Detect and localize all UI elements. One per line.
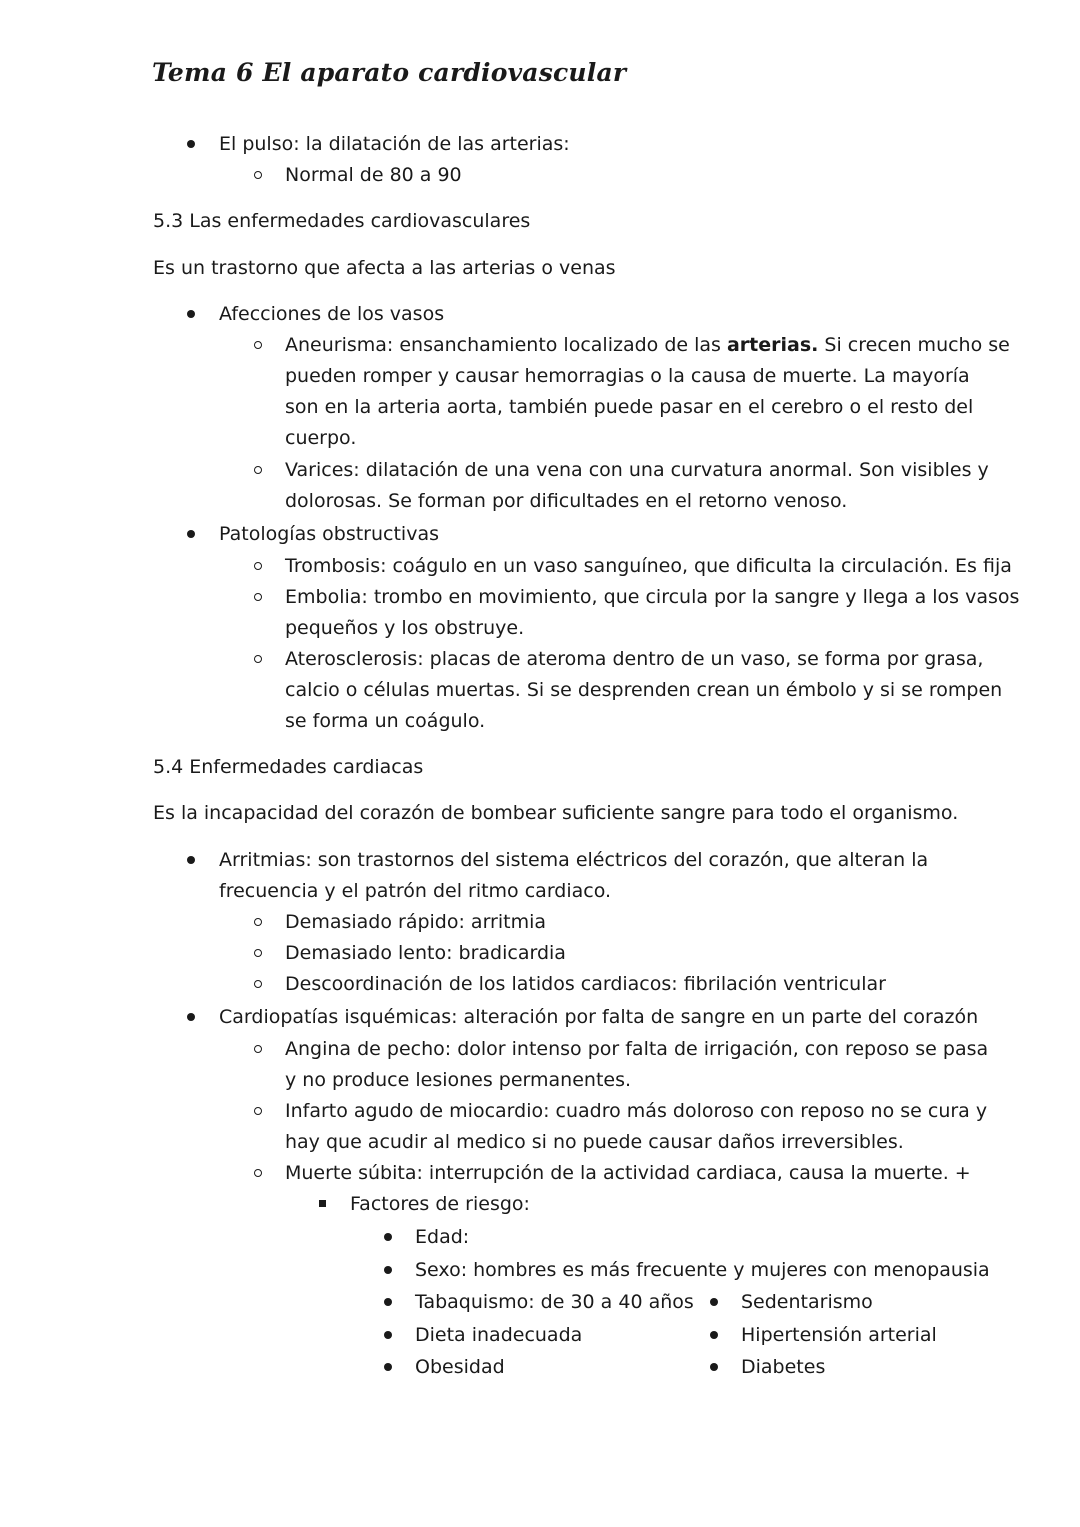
bullet-icon: [187, 140, 195, 148]
list-item: Dieta inadecuada: [415, 1324, 583, 1346]
list-item: Infarto agudo de miocardio: cuadro más doloroso con reposo no se cura y: [285, 1100, 988, 1122]
bullet-icon: [710, 1298, 718, 1306]
bullet-square-icon: [319, 1200, 326, 1207]
paragraph: Es un trastorno que afecta a las arterias o venas: [153, 257, 616, 279]
list-item: Edad:: [415, 1226, 470, 1248]
bullet-icon: [187, 310, 195, 318]
list-item: Descoordinación de los latidos cardiacos: fibrilación ventricular: [285, 973, 886, 995]
bullet-circle-icon: [254, 1045, 262, 1053]
bullet-circle-icon: [254, 655, 262, 663]
list-item: Sexo: hombres es más frecuente y mujeres con menopausia: [415, 1259, 990, 1281]
bullet-circle-icon: [254, 1107, 262, 1115]
list-item-continuation: hay que acudir al medico si no puede causar daños irreversibles.: [285, 1131, 904, 1153]
list-item: Hipertensión arterial: [741, 1324, 937, 1346]
list-item: Normal de 80 a 90: [285, 164, 462, 186]
bullet-circle-icon: [254, 341, 262, 349]
bullet-circle-icon: [254, 918, 262, 926]
page-title: Tema 6 El aparato cardiovascular: [152, 58, 627, 87]
list-item-continuation: pequeños y los obstruye.: [285, 617, 525, 639]
list-item: Trombosis: coágulo en un vaso sanguíneo, que dificulta la circulación. Es fija: [285, 555, 1012, 577]
list-item-continuation: cuerpo.: [285, 427, 357, 449]
bullet-circle-icon: [254, 1169, 262, 1177]
list-item-continuation: calcio o células muertas. Si se desprenden crean un émbolo y si se rompen: [285, 679, 1003, 701]
list-item: Obesidad: [415, 1356, 505, 1378]
bullet-circle-icon: [254, 980, 262, 988]
list-item: Tabaquismo: de 30 a 40 años: [415, 1291, 694, 1313]
list-item: Diabetes: [741, 1356, 826, 1378]
section-heading: 5.4 Enfermedades cardiacas: [153, 756, 424, 778]
bullet-circle-icon: [254, 949, 262, 957]
list-item-continuation: son en la arteria aorta, también puede pasar en el cerebro o el resto del: [285, 396, 974, 418]
list-item-continuation: pueden romper y causar hemorragias o la causa de muerte. La mayoría: [285, 365, 970, 387]
list-item: Aneurisma: ensanchamiento localizado de las arterias. Si crecen mucho se: [285, 334, 1010, 356]
bullet-icon: [384, 1298, 392, 1306]
list-item: Patologías obstructivas: [219, 523, 439, 545]
list-item: Varices: dilatación de una vena con una curvatura anormal. Son visibles y: [285, 459, 989, 481]
bullet-icon: [187, 856, 195, 864]
list-item-continuation: se forma un coágulo.: [285, 710, 486, 732]
list-item: Factores de riesgo:: [350, 1193, 530, 1215]
list-item-continuation: frecuencia y el patrón del ritmo cardiaco.: [219, 880, 612, 902]
bullet-icon: [710, 1363, 718, 1371]
list-item: Demasiado rápido: arritmia: [285, 911, 547, 933]
bullet-circle-icon: [254, 593, 262, 601]
list-item-continuation: y no produce lesiones permanentes.: [285, 1069, 632, 1091]
section-heading: 5.3 Las enfermedades cardiovasculares: [153, 210, 531, 232]
list-item: El pulso: la dilatación de las arterias:: [219, 133, 570, 155]
bullet-circle-icon: [254, 466, 262, 474]
list-item: Cardiopatías isquémicas: alteración por falta de sangre en un parte del corazón: [219, 1006, 979, 1028]
paragraph: Es la incapacidad del corazón de bombear suficiente sangre para todo el organismo.: [153, 802, 959, 824]
list-item: Afecciones de los vasos: [219, 303, 445, 325]
list-item: Sedentarismo: [741, 1291, 873, 1313]
list-item: Embolia: trombo en movimiento, que circula por la sangre y llega a los vasos: [285, 586, 1020, 608]
bullet-icon: [384, 1331, 392, 1339]
bullet-icon: [384, 1363, 392, 1371]
list-item: Angina de pecho: dolor intenso por falta de irrigación, con reposo se pasa: [285, 1038, 989, 1060]
bullet-icon: [384, 1266, 392, 1274]
list-item-continuation: dolorosas. Se forman por dificultades en el retorno venoso.: [285, 490, 848, 512]
bullet-icon: [710, 1331, 718, 1339]
bullet-icon: [384, 1233, 392, 1241]
list-item: Demasiado lento: bradicardia: [285, 942, 566, 964]
list-item: Muerte súbita: interrupción de la actividad cardiaca, causa la muerte. +: [285, 1162, 971, 1184]
list-item: Arritmias: son trastornos del sistema eléctricos del corazón, que alteran la: [219, 849, 929, 871]
bullet-circle-icon: [254, 171, 262, 179]
bullet-icon: [187, 1013, 195, 1021]
bullet-icon: [187, 530, 195, 538]
list-item: Aterosclerosis: placas de ateroma dentro de un vaso, se forma por grasa,: [285, 648, 984, 670]
bullet-circle-icon: [254, 562, 262, 570]
